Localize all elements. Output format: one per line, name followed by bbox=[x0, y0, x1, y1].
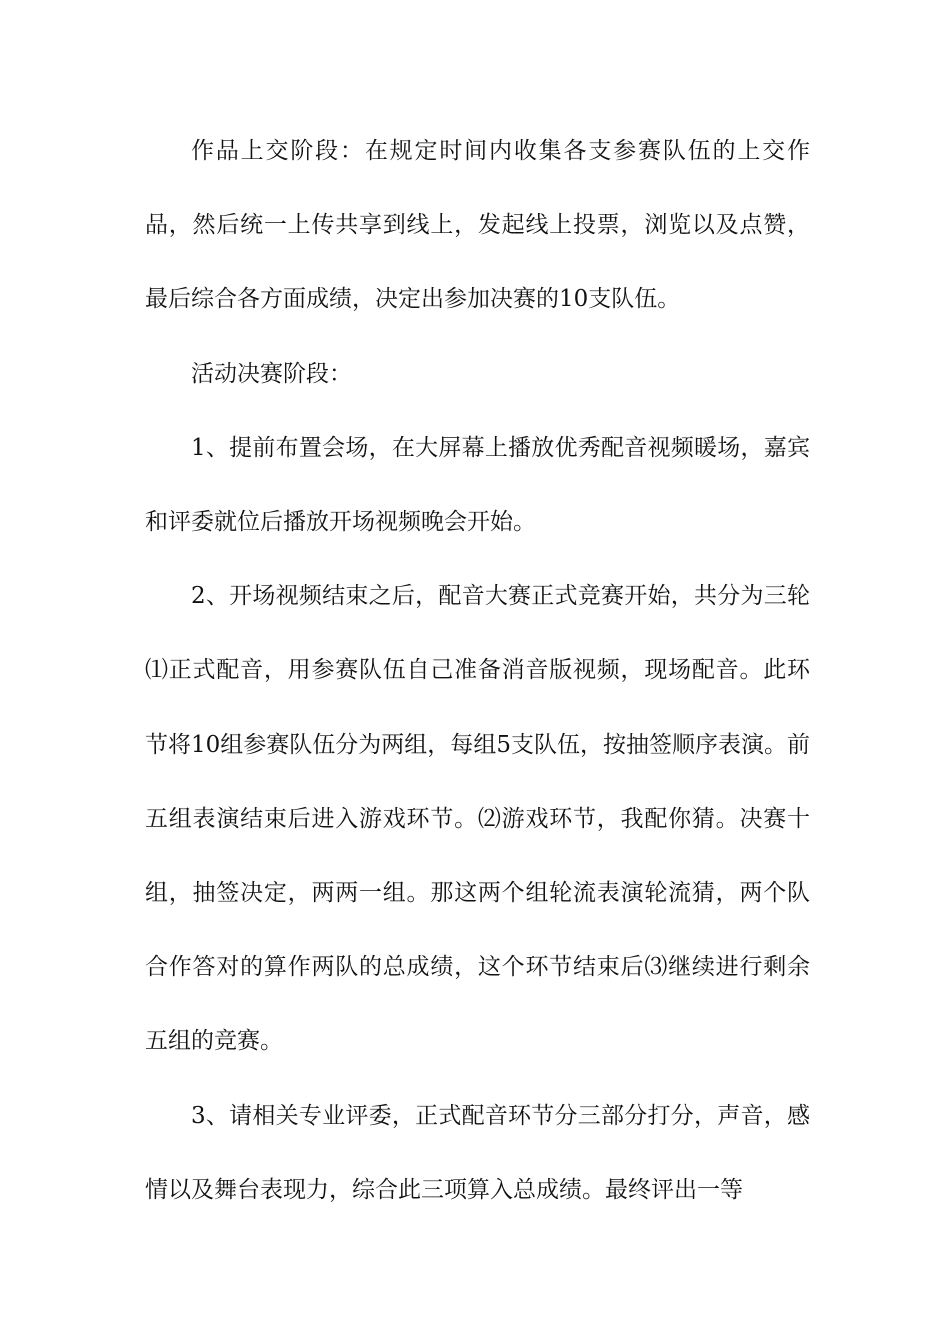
paragraph-item-2: 2、开场视频结束之后，配音大赛正式竞赛开始，共分为三轮 ⑴正式配音，用参赛队伍自己准备消音版视频，现场配音。此环节将10组参赛队伍分为两组，每组5支队伍，按抽签顺序表演。前五组表演结束后进入游戏环节。⑵游戏环节，我配你猜。决赛十组，抽签决定，两两一组。那这两个组轮流表演轮流猜，两个队合作答对的算作两队的总成绩，这个环节结束后⑶继续进行剩余五组的竞赛。 bbox=[145, 583, 810, 1055]
paragraph-item-3: 3、请相关专业评委，正式配音环节分三部分打分，声音，感情以及舞台表现力，综合此三项算入总成绩。最终评出一等 bbox=[145, 1102, 810, 1203]
paragraph-item-1: 1、提前布置会场，在大屏幕上播放优秀配音视频暖场，嘉宾和评委就位后播放开场视频晚会开始。 bbox=[145, 434, 810, 536]
document-body bbox=[145, 114, 810, 1227]
paragraph-final-stage-heading: 活动决赛阶段： bbox=[191, 360, 352, 387]
paragraph-submission-stage: 作品上交阶段：在规定时间内收集各支参赛队伍的上交作品，然后统一上传共享到线上，发起线上投票，浏览以及点赞，最后综合各方面成绩，决定出参加决赛的10支队伍。 bbox=[145, 138, 810, 313]
